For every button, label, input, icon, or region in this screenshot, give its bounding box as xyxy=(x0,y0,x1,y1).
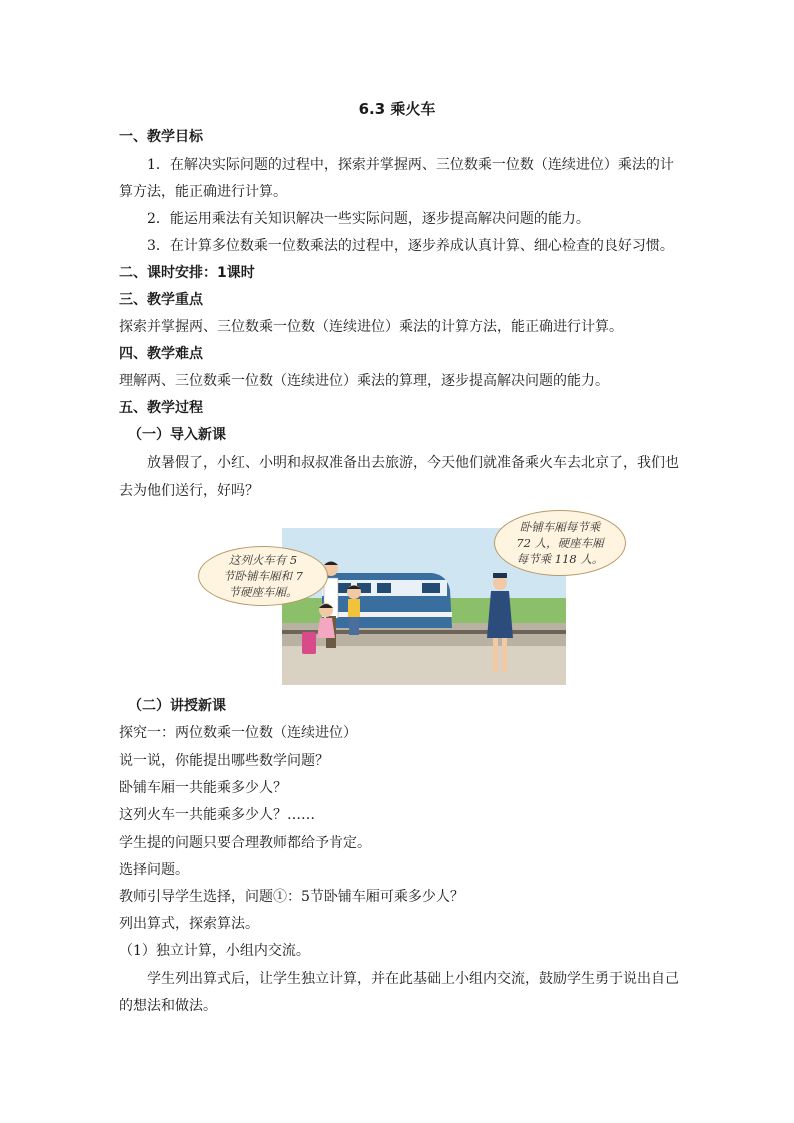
subsection-heading-intro: （一）导入新课 xyxy=(128,427,226,443)
section-heading-objectives: 一、教学目标 xyxy=(119,129,203,145)
section-heading-schedule: 二、课时安排：1课时 xyxy=(119,265,255,281)
speech-bubble-left xyxy=(198,546,328,606)
key-points-text: 探索并掌握两、三位数乘一位数（连续进位）乘法的计算方法，能正确进行计算。 xyxy=(119,319,623,335)
lesson-last-line-1: 学生列出算式后，让学生独立计算，并在此基础上小组内交流，鼓励学生勇于说出自己 xyxy=(147,971,679,987)
lesson-line-3: 卧铺车厢一共能乘多少人？ xyxy=(119,780,287,796)
bubble-right-line-2: 72 人，硬座车厢 xyxy=(516,536,604,550)
lesson-line-1: 探究一：两位数乘一位数（连续进位） xyxy=(119,725,357,741)
section-heading-key-points: 三、教学重点 xyxy=(119,292,203,308)
lesson-line-6: 选择问题。 xyxy=(119,862,189,878)
lesson-line-7: 教师引导学生选择，问题①：5节卧铺车厢可乘多少人？ xyxy=(119,889,464,905)
bubble-right-line-3: 每节乘 118 人。 xyxy=(516,552,604,566)
difficulties-text: 理解两、三位数乘一位数（连续进位）乘法的算理，逐步提高解决问题的能力。 xyxy=(119,373,609,389)
objective-1-line-2: 算方法，能正确进行计算。 xyxy=(119,184,287,200)
intro-text-line-1: 放暑假了，小红、小明和叔叔准备出去旅游，今天他们就准备乘火车去北京了，我们也 xyxy=(147,455,679,471)
lesson-line-4: 这列火车一共能乘多少人？…… xyxy=(119,807,315,823)
lesson-line-9: （1）独立计算，小组内交流。 xyxy=(119,943,310,959)
objective-2: 2．能运用乘法有关知识解决一些实际问题，逐步提高解决问题的能力。 xyxy=(147,211,590,227)
speech-bubble-right xyxy=(494,510,626,576)
bubble-left-line-2: 节卧铺车厢和 7 xyxy=(223,569,303,583)
subsection-heading-new-lesson: （二）讲授新课 xyxy=(128,698,226,714)
lesson-line-5: 学生提的问题只要合理教师都给予肯定。 xyxy=(119,835,371,851)
bubble-right-line-1: 卧铺车厢每节乘 xyxy=(519,520,601,534)
lesson-line-2: 说一说，你能提出哪些数学问题？ xyxy=(119,753,329,769)
lesson-line-8: 列出算式，探索算法。 xyxy=(119,916,259,932)
page-title: 6.3 乘火车 xyxy=(358,100,436,118)
intro-text-line-2: 去为他们送行，好吗？ xyxy=(119,483,259,499)
lesson-last-line-2: 的想法和做法。 xyxy=(119,998,217,1014)
bubble-left-line-1: 这列火车有 5 xyxy=(228,553,298,567)
bubble-left-line-3: 节硬座车厢。 xyxy=(228,585,298,599)
objective-1-line-1: 1．在解决实际问题的过程中，探索并掌握两、三位数乘一位数（连续进位）乘法的计 xyxy=(147,157,674,173)
section-heading-process: 五、教学过程 xyxy=(119,400,203,416)
objective-3: 3．在计算多位数乘一位数乘法的过程中，逐步养成认真计算、细心检查的良好习惯。 xyxy=(147,238,674,254)
section-heading-difficulties: 四、教学难点 xyxy=(119,346,203,362)
